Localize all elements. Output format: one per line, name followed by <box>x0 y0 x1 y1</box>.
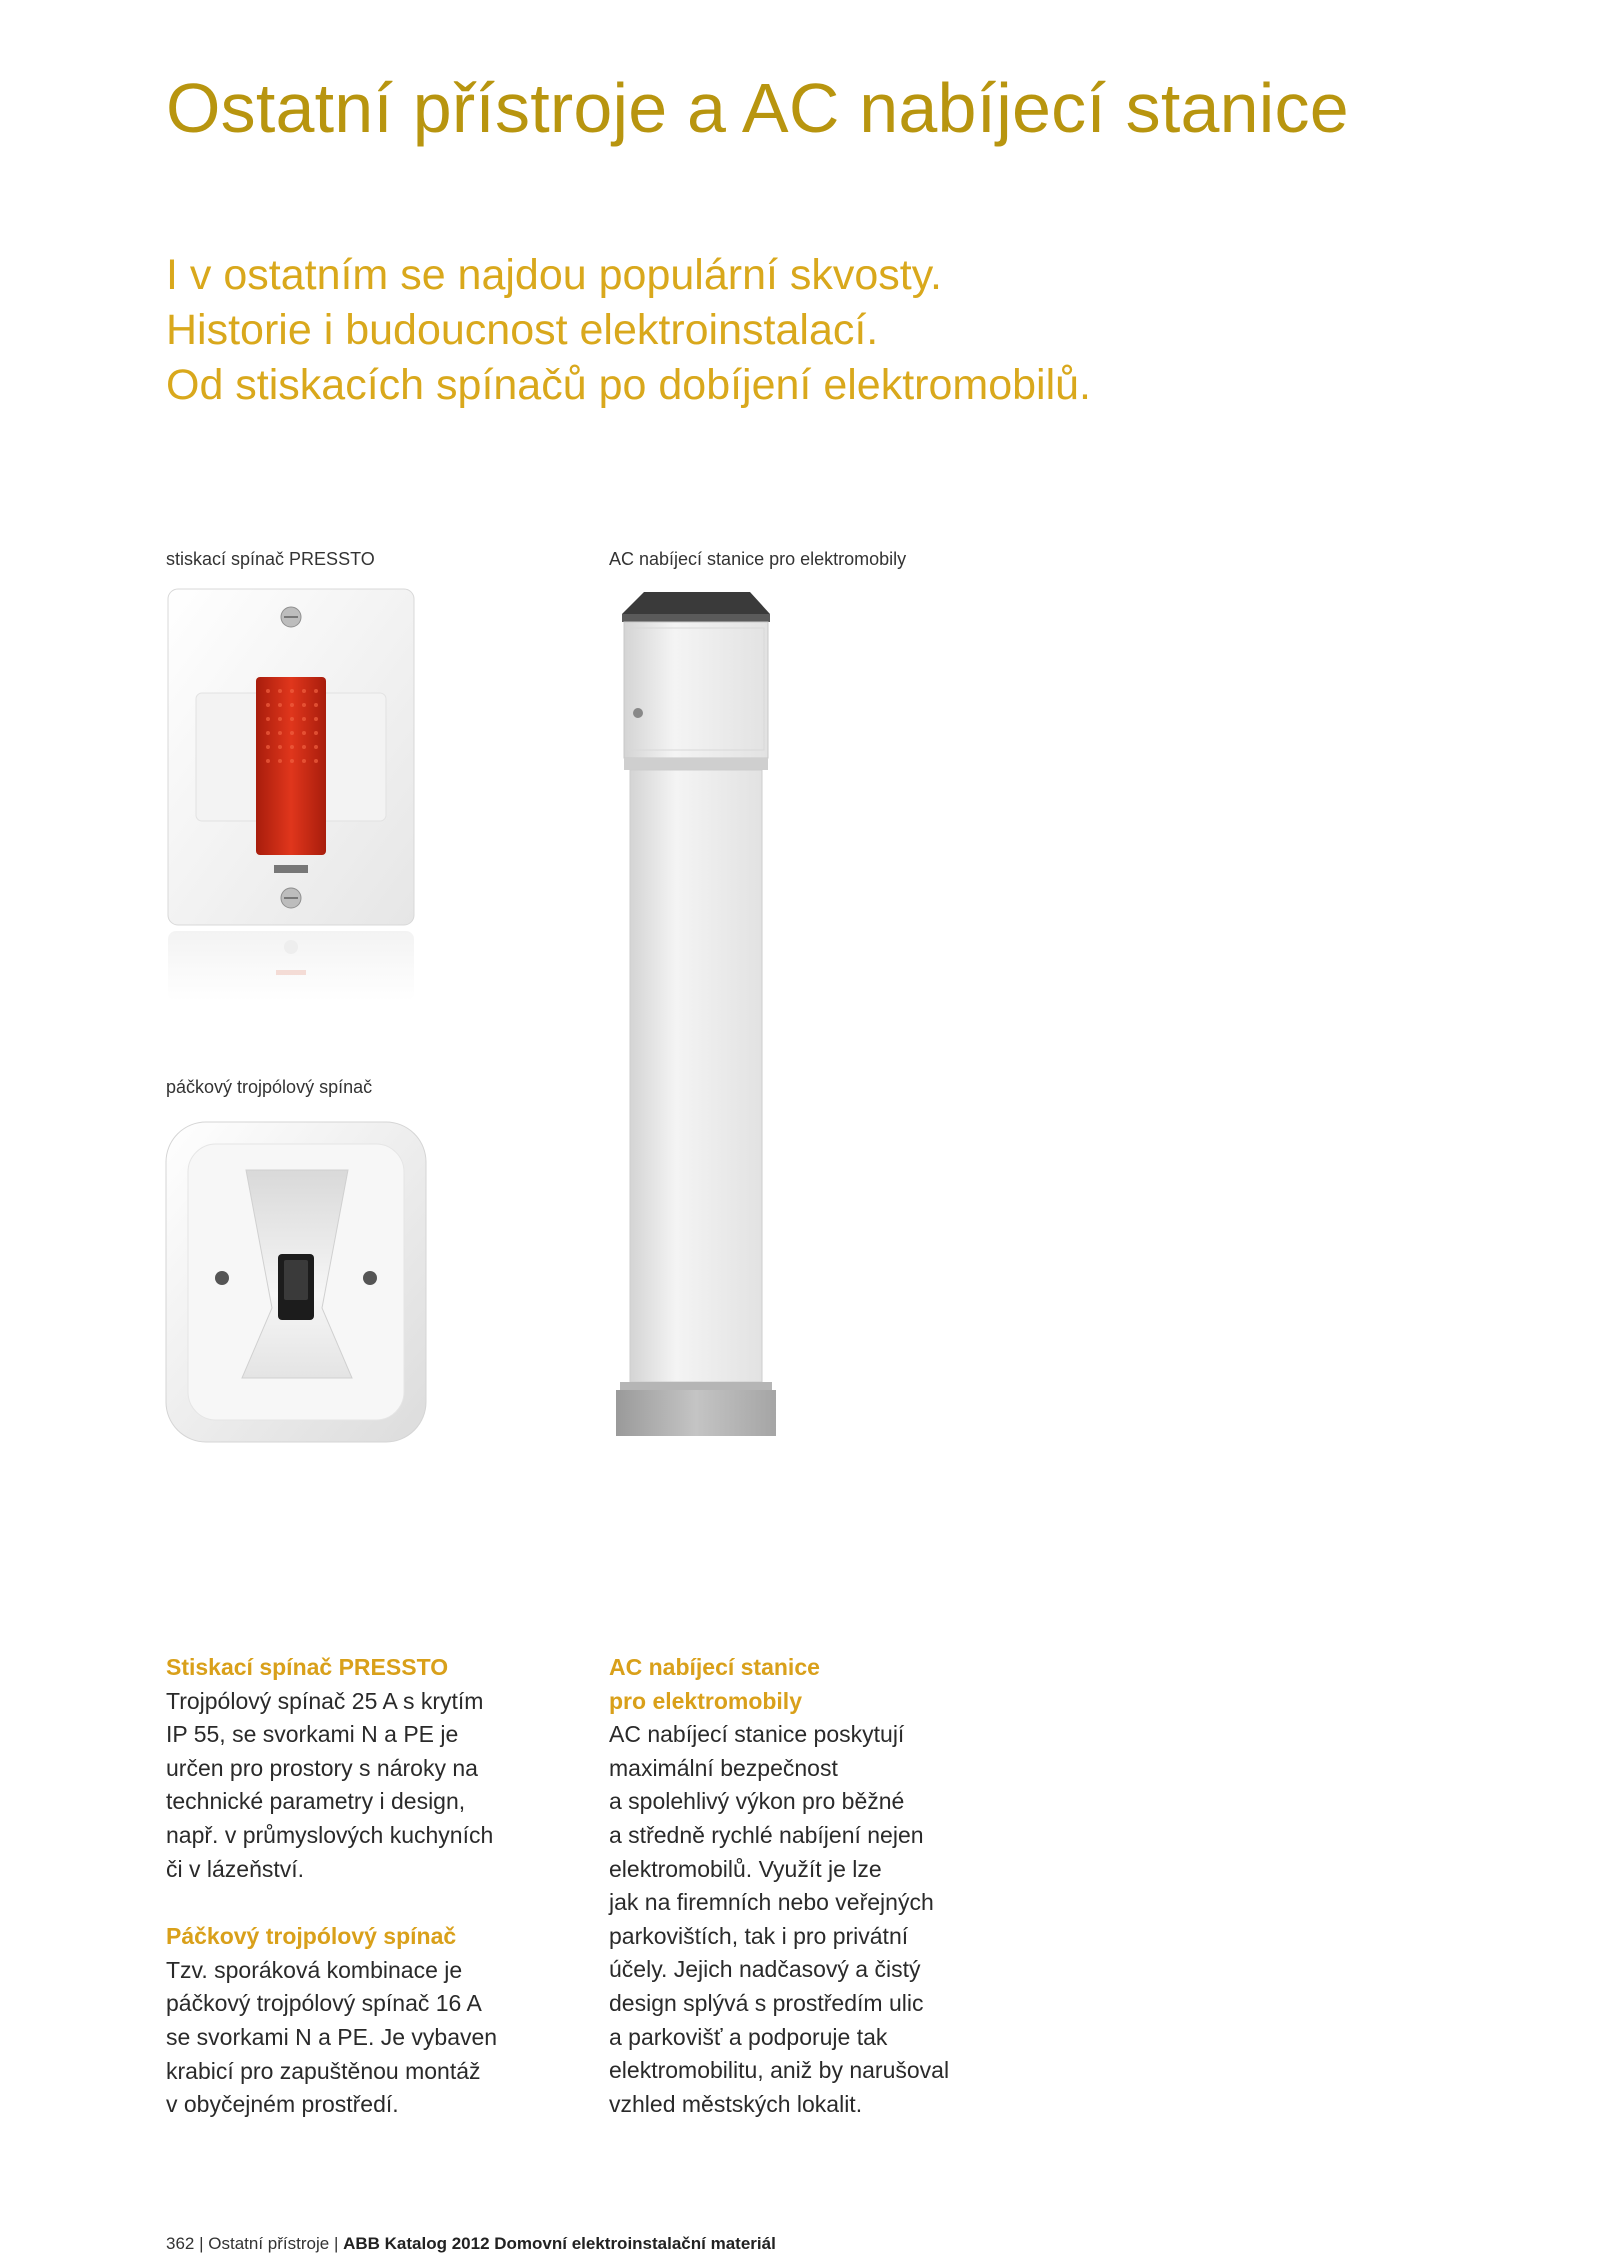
text-line: či v lázeňství. <box>166 1855 305 1882</box>
footer-catalog: ABB Katalog 2012 Domovní elektroinstalační materiál <box>343 2234 776 2253</box>
text-line: např. v průmyslových kuchyních <box>166 1821 494 1848</box>
text-line: vzhled městských lokalit. <box>609 2090 863 2117</box>
text-line: IP 55, se svorkami N a PE je <box>166 1721 459 1748</box>
footer-separator: | <box>199 2234 204 2253</box>
page-number: 362 <box>166 2234 195 2253</box>
text-line: jak na firemních nebo veřejných <box>609 1889 934 1916</box>
text-line: v obyčejném prostředí. <box>166 2091 399 2118</box>
caption-charging-station: AC nabíjecí stanice pro elektromobily <box>609 549 907 569</box>
caption-pressto: stiskací spínač PRESSTO <box>166 549 375 569</box>
text-line: maximální bezpečnost <box>609 1754 838 1781</box>
text-line: určen pro prostory s nároky na <box>166 1754 478 1781</box>
page-footer <box>166 2234 776 2254</box>
subtitle-line: I v ostatním se najdou populární skvosty. <box>166 251 942 299</box>
charging-station-heading <box>609 1651 1009 1718</box>
text-line: a středně rychlé nabíjení nejen <box>609 1821 924 1848</box>
text-line: páčkový trojpólový spínač 16 A <box>166 1990 482 2017</box>
footer-separator: | <box>333 2234 339 2253</box>
text-line: design splývá s prostředím ulic <box>609 1989 924 2016</box>
text-line: elektromobilů. Využít je lze <box>609 1855 882 1882</box>
page-title: Ostatní přístroje a AC nabíjecí stanice <box>166 69 1349 147</box>
heading-line: pro elektromobily <box>609 1687 802 1714</box>
pressto-switch-image <box>160 585 424 1005</box>
text-line: se svorkami N a PE. Je vybaven <box>166 2023 498 2050</box>
text-line: a parkovišť a podporuje tak <box>609 2023 888 2050</box>
pressto-heading: Stiskací spínač PRESSTO <box>166 1654 449 1680</box>
text-line: parkovištích, tak i pro privátní <box>609 1922 909 1949</box>
text-line: krabicí pro zapuštěnou montáž <box>166 2057 481 2084</box>
subtitle-line: Historie i budoucnost elektroinstalací. <box>166 306 879 354</box>
text-line: technické parametry i design, <box>166 1788 466 1815</box>
lever-switch-image <box>162 1118 432 1448</box>
left-text-column <box>166 1651 566 2122</box>
text-line: AC nabíjecí stanice poskytují <box>609 1721 905 1748</box>
page-subtitle <box>166 248 1091 413</box>
footer-section: Ostatní přístroje <box>208 2234 330 2253</box>
text-line: Trojpólový spínač 25 A s krytím <box>166 1687 484 1714</box>
heading-line: AC nabíjecí stanice <box>609 1654 820 1680</box>
text-line: elektromobilitu, aniž by narušoval <box>609 2057 950 2084</box>
subtitle-line: Od stiskacích spínačů po dobíjení elektromobilů. <box>166 361 1092 409</box>
text-line: a spolehlivý výkon pro běžné <box>609 1788 905 1815</box>
text-line: účely. Jejich nadčasový a čistý <box>609 1956 921 1983</box>
text-line: Tzv. sporáková kombinace je <box>166 1956 463 1983</box>
lever-switch-heading: Páčkový trojpólový spínač <box>166 1923 457 1950</box>
charging-station-image <box>600 588 800 1478</box>
caption-lever-switch: páčkový trojpólový spínač <box>166 1077 373 1097</box>
right-text-column <box>609 1651 1009 2121</box>
